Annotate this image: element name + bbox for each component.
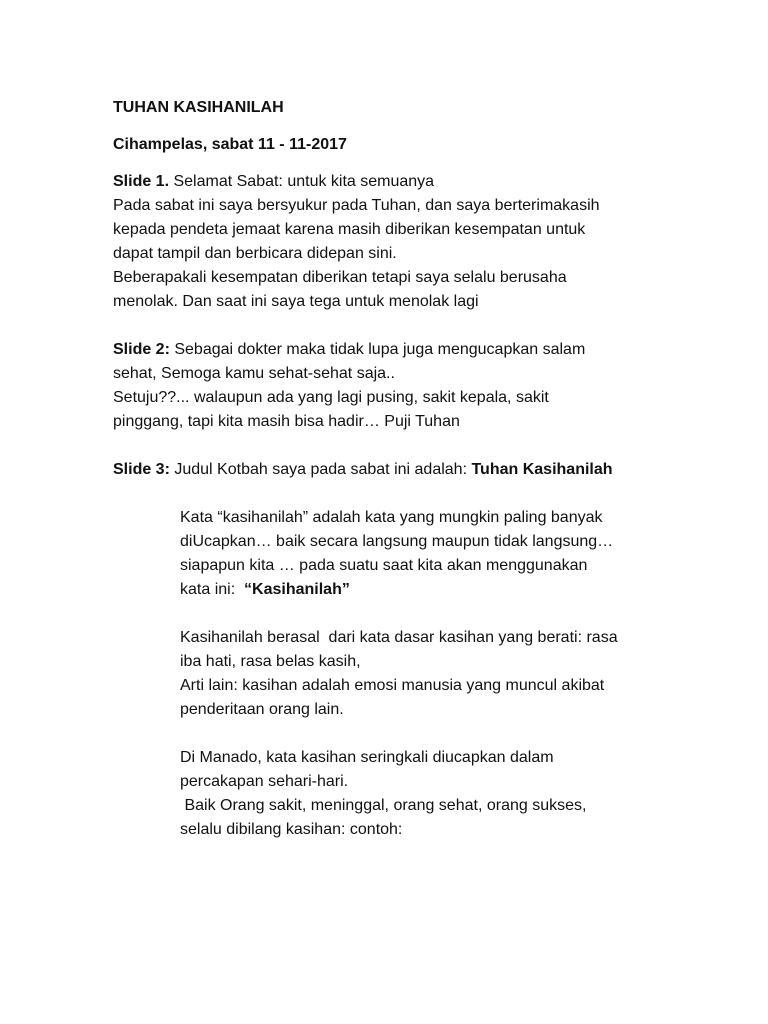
slide-1-line: menolak. Dan saat ini saya tega untuk menolak lagi [113, 293, 479, 310]
slide-1-line [113, 170, 733, 194]
paragraph-line: percakapan sehari-hari. [180, 773, 349, 790]
slide-2-line: pinggang, tapi kita masih bisa hadir… Puji Tuhan [113, 413, 460, 430]
indented-paragraph-3 [180, 746, 670, 842]
spacer [113, 602, 733, 626]
paragraph-line: Baik Orang sakit, meninggal, orang sehat, orang sukses, [180, 797, 587, 814]
spacer [113, 157, 733, 170]
slide-2-line: sehat, Semoga kamu sehat-sehat saja.. [113, 365, 395, 382]
paragraph-line: selalu dibilang kasihan: contoh: [180, 821, 403, 838]
paragraph-line: siapapun kita … pada suatu saat kita akan menggunakan [180, 557, 588, 574]
indented-paragraph-2 [180, 626, 670, 722]
slide-1-line: kepada pendeta jemaat karena masih diberikan kesempatan untuk [113, 221, 586, 238]
paragraph-line: Kasihanilah berasal dari kata dasar kasihan yang berati: rasa [180, 629, 618, 646]
slide-2-line [113, 338, 733, 362]
paragraph-line: iba hati, rasa belas kasih, [180, 653, 361, 670]
document-page [113, 96, 733, 842]
slide-2-label: Slide 2: [113, 341, 170, 358]
slide-2-line: Setuju??... walaupun ada yang lagi pusing, sakit kepala, sakit [113, 389, 549, 406]
paragraph-line: diUcapkan… baik secara langsung maupun tidak langsung… [180, 533, 614, 550]
slide-3-label: Slide 3: [113, 461, 170, 478]
indented-paragraph-1 [180, 506, 670, 602]
slide-3-line [113, 458, 733, 482]
paragraph-line-prefix: kata ini: [180, 581, 245, 598]
slide-2-paragraph [113, 338, 733, 434]
paragraph-line: Di Manado, kata kasihan seringkali diucapkan dalam [180, 749, 554, 766]
slide-1-paragraph [113, 170, 733, 314]
paragraph-line: Kata “kasihanilah” adalah kata yang mungkin paling banyak [180, 509, 603, 526]
slide-1-line: Beberapakali kesempatan diberikan tetapi saya selalu berusaha [113, 269, 567, 286]
slide-1-line: dapat tampil dan berbicara didepan sini. [113, 245, 397, 262]
spacer [113, 722, 733, 746]
paragraph-line: Arti lain: kasihan adalah emosi manusia yang muncul akibat [180, 677, 605, 694]
sermon-title: Tuhan Kasihanilah [471, 461, 613, 478]
slide-3-paragraph [113, 458, 733, 482]
spacer [113, 482, 733, 506]
spacer [113, 314, 733, 338]
slide-3-text: Judul Kotbah saya pada sabat ini adalah: [169, 461, 472, 478]
slide-1-text: Selamat Sabat: untuk kita semuanya [169, 173, 435, 190]
document-title: TUHAN KASIHANILAH [113, 99, 284, 116]
spacer [113, 434, 733, 458]
kasihanilah-emphasis: “Kasihanilah” [244, 581, 350, 598]
slide-1-line: Pada sabat ini saya bersyukur pada Tuhan, dan saya berterimakasih [113, 197, 600, 214]
place-date: Cihampelas, sabat 11 - 11-2017 [113, 136, 347, 153]
paragraph-line [180, 578, 670, 602]
slide-2-text: Sebagai dokter maka tidak lupa juga mengucapkan salam [169, 341, 586, 358]
slide-1-label: Slide 1. [113, 173, 170, 190]
paragraph-line: penderitaan orang lain. [180, 701, 344, 718]
